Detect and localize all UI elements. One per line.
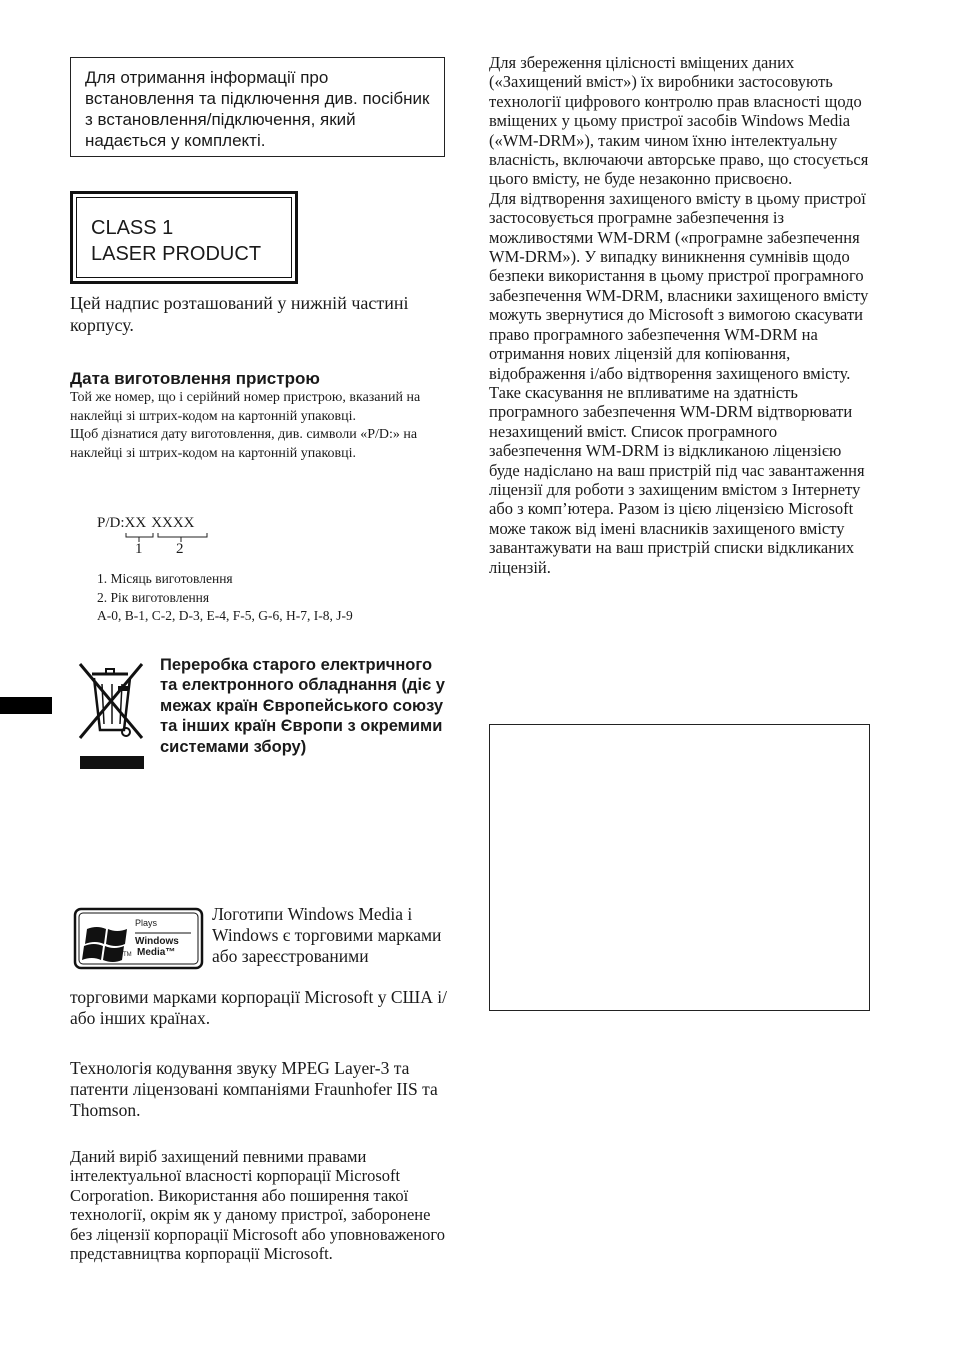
language-side-tab: [0, 697, 52, 714]
manufacture-date-para-2: Щоб дізнатися дату виготовлення, див. символи «P/D:» на наклейці зі штрих-кодом на картонній упаковці.: [70, 427, 418, 461]
manufacture-date-para-1: Той же номер, що і серійний номер пристрою, вказаний на наклейці зі штрих-кодом на картонній упаковці.: [70, 390, 421, 424]
windows-media-logo: [73, 907, 204, 970]
wm-drm-para-2: Для відтворення захищеного вмісту в цьому пристрої застосовується програмне забезпечення із можливостями WM-DRM («програмне забезпечення WM-DRM»). У випадку виникнення сумнівів щодо безпеки використання в цьому пристрої програмного забезпечення WM-DRM, власники захищеного вмісту можуть звернутися до Microsoft з вимогою скасувати право програмного забезпечення WM-DRM на отримання нових ліцензій для копіювання, відображення і/або відтворення захищеного вмісту. Таке скасування не впливатиме на здатність програмного забезпечення WM-DRM відтворювати незахищений вміст. Список програмного забезпечення WM-DRM із відкликаною ліцензією буде надіслано на ваш пристрій під час завантаження ліцензії для роботи з захищеним вмістом з Інтернету або з комп’ютера. Разом із цією ліцензією Microsoft може також від імені власників захищеного вмісту завантажувати на ваш пристрій списки відкликаних ліцензій.: [489, 188, 869, 577]
logo-media-text: Media™: [137, 947, 176, 958]
empty-notice-box: [489, 724, 870, 1011]
windows-media-trademark-text-cont: торговими марками корпорації Microsoft у США і/або інших країнах.: [70, 987, 447, 1028]
weee-heading: Переробка старого електричного та електронного обладнання (діє у межах країн Європейського союзу та інших країн Європи з окремими системами збору): [160, 656, 445, 756]
wm-drm-para-1: Для збереження цілісності вміщених даних («Захищений вміст») їх виробники застосовують технології цифрового контролю прав власності щодо вміщених у цьому пристрої засобів Windows Media («WM-DRM»), таким чином їхню інтелектуальну власність, включаючи авторське право, що стосується цього вмісту, не буде незаконно присвоєно.: [489, 53, 869, 189]
laser-label-caption: Цей надпис розташований у нижній частині корпусу.: [70, 293, 409, 335]
mp3-license-text: Технологія кодування звуку MPEG Layer-3 та патенти ліцензовані компаніями Fraunhofer IIS та Thomson.: [70, 1058, 438, 1120]
installation-note-text: Для отримання інформації про встановлення та підключення див. посібник з встановлення/підключення, який надається у комплекті.: [85, 68, 430, 150]
manufacture-date-body: [70, 389, 450, 463]
wm-drm-text: [489, 53, 869, 577]
laser-product-line: LASER PRODUCT: [91, 243, 262, 265]
logo-windows-text: Windows: [135, 936, 179, 947]
pd-legend: [97, 570, 457, 626]
laser-class-line: CLASS 1: [91, 217, 174, 239]
logo-plays-text: Plays: [135, 918, 158, 928]
windows-media-trademark-text: Логотипи Windows Media і Windows є торговими марками або зареєстрованими: [212, 904, 442, 966]
pd-code-year: XXXX: [151, 515, 195, 531]
pd-month-codes: A-0, B-1, C-2, D-3, E-4, F-5, G-6, H-7, I-8, J-9: [97, 608, 353, 623]
pd-legend-month: 1. Місяць виготовлення: [97, 571, 233, 586]
pd-code-prefix: P/D:: [97, 515, 125, 531]
laser-class-label-inner: [76, 197, 292, 278]
manufacture-date-heading: Дата виготовлення пристрою: [70, 369, 320, 388]
pd-marker-2: 2: [176, 541, 184, 557]
logo-tm-text: TM: [123, 952, 132, 958]
pd-legend-year: 2. Рік виготовлення: [97, 589, 210, 605]
laser-class-label: [70, 191, 298, 284]
pd-code-month: XX: [124, 515, 147, 531]
crossed-out-wheelie-bin-icon: [76, 660, 148, 772]
microsoft-ip-text: Даний виріб захищений певними правами інтелектуальної власності корпорації Microsoft Corporation. Використання або поширення такої технології, окрім як у даному пристрої, заборонене без ліцензії корпорації Microsoft або уповноваженого представництва корпорації Microsoft.: [70, 1147, 445, 1264]
pd-marker-1: 1: [135, 541, 143, 557]
pd-code: [97, 515, 195, 532]
installation-note-box: [70, 57, 445, 157]
